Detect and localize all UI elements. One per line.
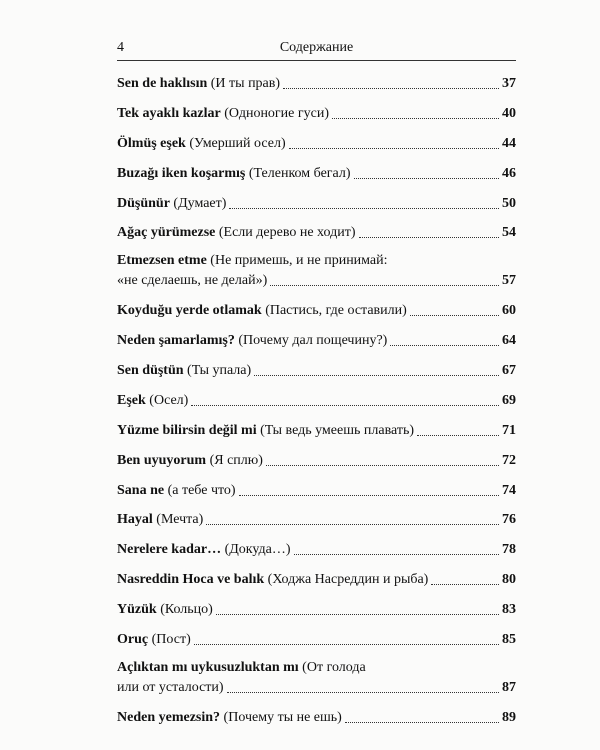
toc-entry [117, 103, 516, 123]
toc-entry [117, 659, 516, 697]
running-title: Содержание [279, 40, 354, 55]
dot-leader [289, 148, 499, 149]
russian-title: (От голода [298, 659, 366, 675]
turkish-title: Etmezsen etme [117, 253, 207, 269]
dot-leader [227, 692, 499, 693]
toc-entry [117, 73, 516, 93]
toc-entry [117, 222, 516, 242]
turkish-title: Nasreddin Hoca ve balık [117, 572, 265, 588]
toc-entry [117, 163, 516, 183]
turkish-title: Tek ayaklı kazlar [117, 105, 221, 121]
dot-leader [239, 495, 499, 496]
russian-title: (Теленком бегал) [245, 165, 351, 181]
page-ref: 46 [502, 165, 516, 181]
page-ref: 89 [502, 709, 516, 725]
russian-title: (Одноногие гуси) [220, 105, 329, 121]
turkish-title: Ben uyuyorum [117, 452, 207, 468]
toc-entry [117, 133, 516, 153]
dot-leader [194, 644, 499, 645]
toc-entry [117, 360, 516, 380]
dot-leader [431, 584, 499, 585]
russian-title-continued: или от усталости) [117, 679, 224, 695]
page-number: 4 [117, 40, 124, 55]
turkish-title: Açlıktan mı uykusuzluktan mı [117, 659, 299, 675]
russian-title-continued: «не сделаешь, не делай») [117, 273, 268, 289]
russian-title: (Ты ведь умеешь плавать) [256, 422, 415, 438]
header-rule [117, 60, 516, 61]
turkish-title: Düşünür [117, 195, 170, 211]
turkish-title: Ağaç yürümezse [117, 225, 216, 241]
table-of-contents [117, 73, 516, 737]
russian-title: (Думает) [169, 195, 227, 211]
dot-leader [294, 554, 499, 555]
page-ref: 64 [502, 333, 516, 349]
dot-leader [206, 524, 499, 525]
dot-leader [417, 435, 499, 436]
page-ref: 74 [502, 482, 516, 498]
dot-leader [229, 208, 499, 209]
turkish-title: Buzağı iken koşarmış [117, 165, 246, 181]
dot-leader [266, 465, 499, 466]
dot-leader [345, 722, 499, 723]
toc-entry [117, 569, 516, 589]
turkish-title: Nerelere kadar… [117, 542, 222, 558]
page-ref: 72 [502, 452, 516, 468]
russian-title: (Пост) [148, 632, 191, 648]
page-ref: 80 [502, 572, 516, 588]
page-ref: 85 [502, 632, 516, 648]
dot-leader [270, 285, 499, 286]
russian-title: (Если дерево не ходит) [215, 225, 356, 241]
russian-title: (Ходжа Насреддин и рыба) [264, 572, 429, 588]
turkish-title: Yüzme bilirsin değil mi [117, 422, 257, 438]
turkish-title: Sen düştün [117, 363, 184, 379]
russian-title: (Ты упала) [183, 363, 252, 379]
toc-entry [117, 480, 516, 500]
page-ref: 37 [502, 76, 516, 91]
toc-entry [117, 450, 516, 470]
dot-leader [254, 375, 499, 376]
dot-leader [283, 88, 499, 89]
turkish-title: Yüzük [117, 602, 157, 618]
page-ref: 50 [502, 195, 516, 211]
page-ref: 60 [502, 303, 516, 319]
turkish-title: Neden şamarlamış? [117, 333, 235, 349]
page-ref: 40 [502, 105, 516, 121]
russian-title: (Почему ты не ешь) [220, 709, 342, 725]
page-ref: 76 [502, 512, 516, 528]
dot-leader [191, 405, 499, 406]
russian-title: (Не примешь, и не принимай: [206, 253, 388, 269]
toc-entry [117, 300, 516, 320]
russian-title: (Почему дал пощечину?) [234, 333, 388, 349]
dot-leader [390, 345, 499, 346]
page-ref: 83 [502, 602, 516, 618]
toc-entry [117, 390, 516, 410]
dot-leader [410, 315, 499, 316]
toc-entry [117, 252, 516, 290]
turkish-title: Neden yemezsin? [117, 709, 221, 725]
russian-title: (Я сплю) [206, 452, 263, 468]
dot-leader [354, 178, 499, 179]
page-ref: 69 [502, 392, 516, 408]
page-header [117, 40, 516, 64]
page-ref: 71 [502, 422, 516, 438]
toc-entry [117, 193, 516, 213]
russian-title: (Пастись, где оставили) [261, 303, 407, 319]
page-ref: 78 [502, 542, 516, 558]
toc-entry [117, 707, 516, 727]
russian-title: (И ты прав) [207, 76, 281, 91]
turkish-title: Eşek [117, 392, 146, 408]
page-ref: 57 [502, 273, 516, 289]
turkish-title: Sana ne [117, 482, 165, 498]
page-ref: 87 [502, 679, 516, 695]
toc-entry [117, 420, 516, 440]
dot-leader [216, 614, 499, 615]
turkish-title: Ölmüş eşek [117, 135, 186, 151]
toc-entry [117, 629, 516, 649]
page-ref: 54 [502, 225, 516, 241]
turkish-title: Hayal [117, 512, 153, 528]
toc-entry [117, 539, 516, 559]
russian-title: (а тебе что) [164, 482, 236, 498]
turkish-title: Sen de haklısın [117, 76, 208, 91]
russian-title: (Докуда…) [221, 542, 291, 558]
russian-title: (Умерший осел) [185, 135, 286, 151]
toc-entry [117, 599, 516, 619]
russian-title: (Осел) [145, 392, 189, 408]
turkish-title: Koyduğu yerde otlamak [117, 303, 262, 319]
dot-leader [332, 118, 499, 119]
turkish-title: Oruç [117, 632, 149, 648]
russian-title: (Мечта) [152, 512, 204, 528]
toc-entry [117, 509, 516, 529]
russian-title: (Кольцо) [156, 602, 213, 618]
page-ref: 44 [502, 135, 516, 151]
toc-entry [117, 330, 516, 350]
dot-leader [359, 237, 499, 238]
page-ref: 67 [502, 363, 516, 379]
